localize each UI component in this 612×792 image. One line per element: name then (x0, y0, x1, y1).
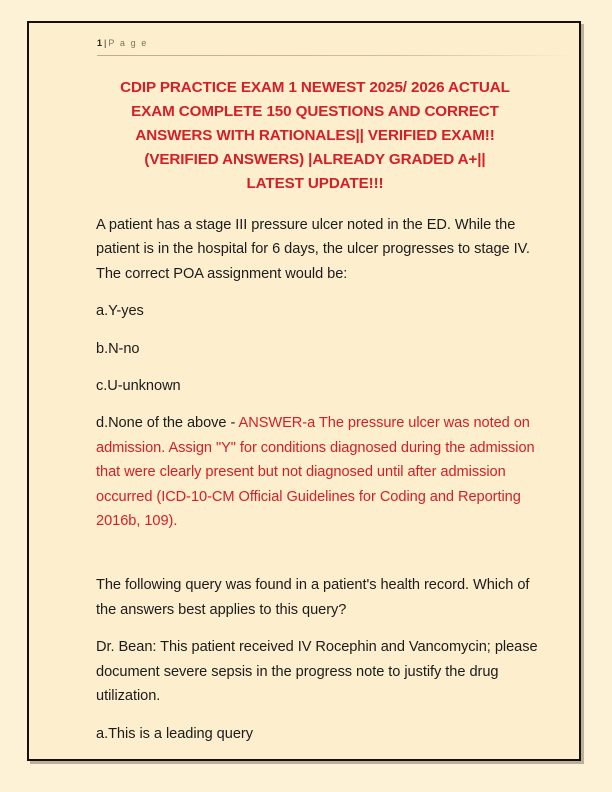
question-1-option-a: a.Y-yes (96, 303, 144, 320)
question-1-option-d-label: d.None of the above - (96, 415, 239, 432)
title-line-5: LATEST UPDATE!!! (246, 175, 384, 192)
question-1-option-b: b.N-no (96, 340, 140, 357)
title-line-4: (VERIFIED ANSWERS) |ALREADY GRADED A+|| (144, 151, 486, 168)
question-2-stem: The following query was found in a patient's health record. Which of the answers best applies to this query? (96, 577, 530, 618)
header-divider (97, 55, 575, 56)
question-1-stem: A patient has a stage III pressure ulcer noted in the ED. While the patient is in the hospital for 6 days, the ulcer progresses to stage IV. The correct POA assignment would be: (96, 217, 530, 282)
running-header (69, 37, 557, 49)
title-line-2: EXAM COMPLETE 150 QUESTIONS AND CORRECT (131, 103, 499, 120)
document-page (27, 21, 581, 761)
title-line-1: CDIP PRACTICE EXAM 1 NEWEST 2025/ 2026 ACTUAL (120, 79, 510, 96)
question-2-option-a: a.This is a leading query (96, 725, 253, 742)
section-spacer (96, 533, 553, 573)
header-separator: | (104, 38, 107, 48)
document-body (96, 213, 553, 746)
question-1-answer-rationale: ANSWER-a The pressure ulcer was noted on admission. Assign "Y" for conditions diagnosed during the admission that were clearly present but not diagnosed until after admission occurred (ICD-10-CM Official Guidelines for Coding and Reporting 2016b, 109). (96, 415, 535, 530)
page-label: P a g e (108, 38, 148, 48)
title-line-3: ANSWERS WITH RATIONALES|| VERIFIED EXAM!! (135, 127, 495, 144)
page-content (29, 23, 579, 759)
document-title (83, 76, 547, 196)
question-1-option-d-with-answer (96, 411, 553, 533)
question-1-option-c: c.U-unknown (96, 378, 181, 395)
question-2-query-body: Dr. Bean: This patient received IV Rocephin and Vancomycin; please document severe sepsis in the progress note to justify the drug utilization. (96, 639, 538, 705)
page-number: 1 (97, 38, 103, 48)
